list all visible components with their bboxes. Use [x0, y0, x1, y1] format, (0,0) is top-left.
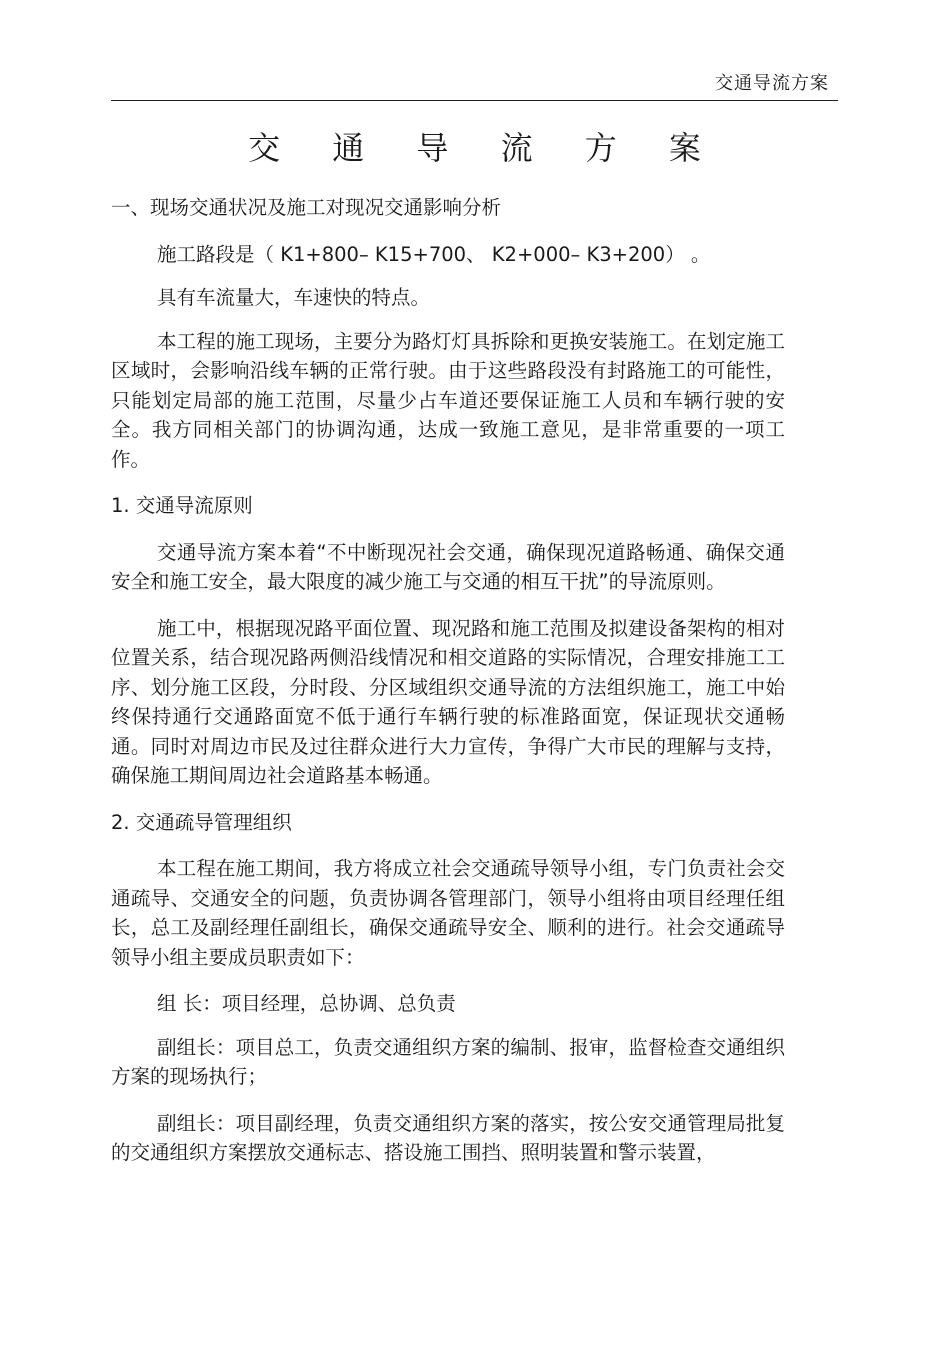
paragraph-role-deputy-manager: 副组长：项目副经理，负责交通组织方案的落实，按公安交通管理局批复的交通组织方案摆放交通标志、搭设施工围挡、照明装置和警示装置， — [111, 1111, 785, 1164]
paragraph-diversion-principle: 交通导流方案本着“不中断现况社会交通，确保现况道路畅通、确保交通安全和施工安全，最大限度的减少施工与交通的相互干扰”的导流原则。 — [111, 540, 785, 593]
section-heading-1-2: 2. 交通疏导管理组织 — [111, 810, 292, 834]
paragraph-road-section: 施工路段是（ K1+800– K15+700、 K2+000– K3+200） 。 — [157, 242, 711, 266]
paragraph-construction-arrangement: 施工中，根据现况路平面位置、现况路和施工范围及拟建设备架构的相对位置关系，结合现况路两侧沿线情况和相交道路的实际情况，合理安排施工工序、划分施工区段，分时段、分区域组织交通导流的方法组织施工，施工中始终保持通行交通路面宽不低于通行车辆行驶的标准路面宽，保证现状交通畅通。同时对周边市民及过往群众进行大力宣传，争得广大市民的理解与支持，确保施工期间周边社会道路基本畅通。 — [111, 616, 785, 787]
document-title: 交 通 导 流 方 案 — [248, 129, 722, 167]
running-header: 交通导流方案 — [715, 73, 829, 94]
section-heading-1: 一、现场交通状况及施工对现况交通影响分析 — [111, 196, 502, 219]
paragraph-traffic-feature: 具有车流量大，车速快的特点。 — [157, 286, 431, 309]
paragraph-role-leader: 组 长：项目经理，总协调、总负责 — [157, 992, 456, 1015]
paragraph-site-overview: 本工程的施工现场，主要分为路灯灯具拆除和更换安装施工。在划定施工区域时，会影响沿线车辆的正常行驶。由于这些路段没有封路施工的可能性，只能划定局部的施工范围，尽量少占车道还要保证施工人员和车辆行驶的安全。我方同相关部门的协调沟通，达成一致施工意见，是非常重要的一项工作。 — [111, 329, 785, 471]
paragraph-role-deputy-engineer: 副组长：项目总工，负责交通组织方案的编制、报审，监督检查交通组织方案的现场执行； — [111, 1035, 785, 1088]
paragraph-management-group: 本工程在施工期间，我方将成立社会交通疏导领导小组，专门负责社会交通疏导、交通安全的问题，负责协调各管理部门，领导小组将由项目经理任组长，总工及副经理任副组长，确保交通疏导安全、顺利的进行。社会交通疏导领导小组主要成员职责如下： — [111, 857, 785, 969]
header-divider — [111, 100, 838, 101]
document-body — [111, 193, 785, 1185]
section-heading-1-1: 1. 交通导流原则 — [111, 494, 253, 517]
